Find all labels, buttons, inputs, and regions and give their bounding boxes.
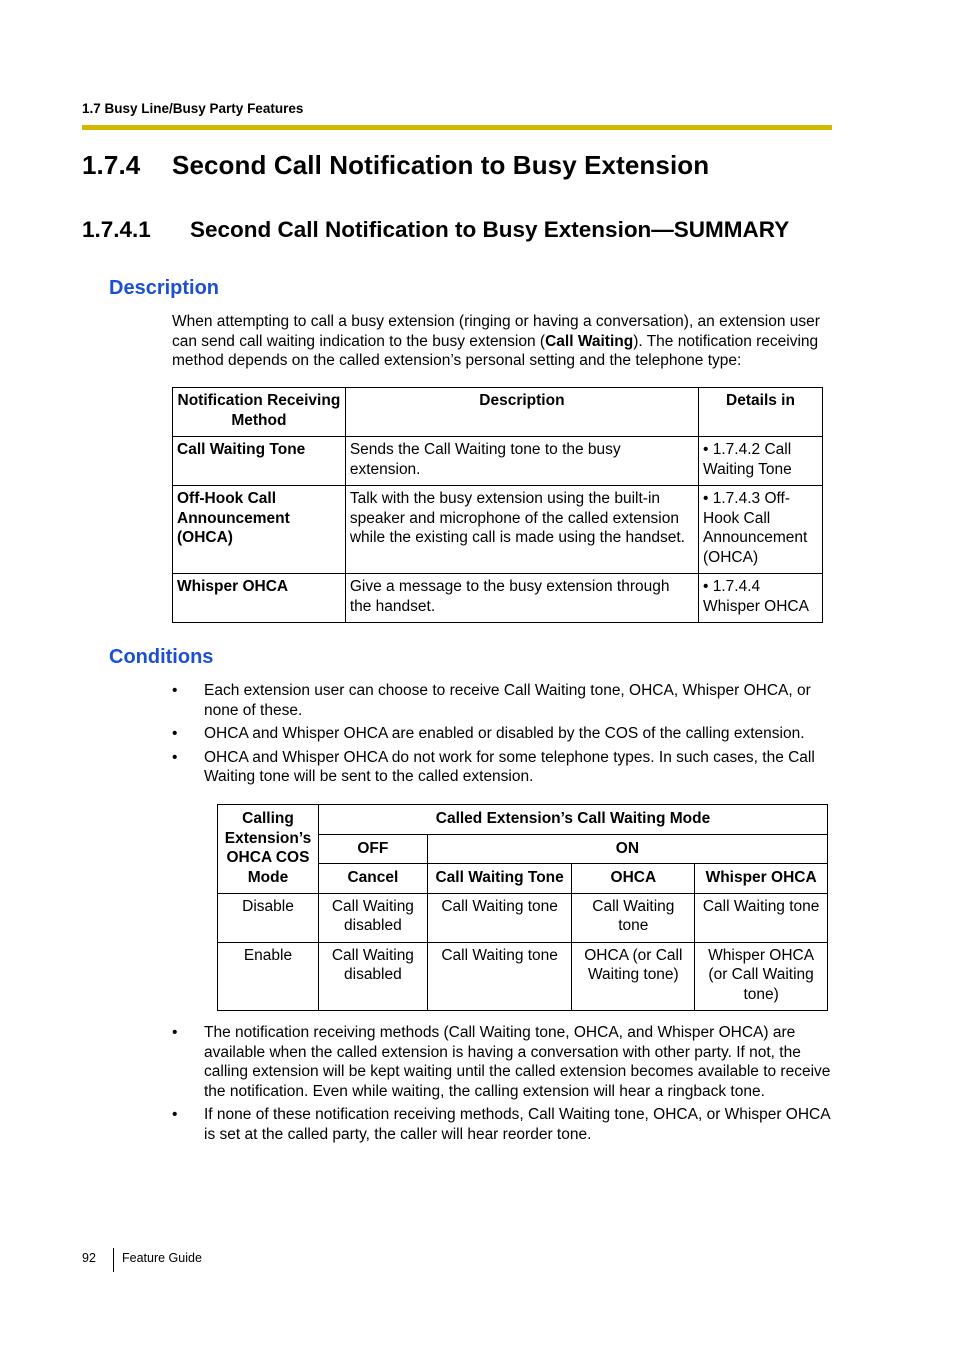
bullet: • xyxy=(172,1106,178,1123)
table-cell: Give a message to the busy extension through the handset. xyxy=(345,574,698,623)
description-paragraph xyxy=(172,312,834,371)
running-head: 1.7 Busy Line/Busy Party Features xyxy=(82,101,304,116)
bullet: • xyxy=(172,748,178,766)
intro-text: When attempting to call a busy extension (ringing or having a conversation), an extension user can send call waiting indication to the busy extension ( xyxy=(172,313,820,350)
table-cell: Call Waiting disabled xyxy=(318,942,427,1011)
description-heading: Description xyxy=(109,277,220,299)
table-cell-link[interactable]: • 1.7.4.2 Call Waiting Tone xyxy=(699,437,823,486)
list-item-text: The notification receiving methods (Call Waiting tone, OHCA, and Whisper OHCA) are available when the called extension is having a conversation with other party. If not, the calling extension will be kept waiting until the called extension becomes available to receive the notification. Even while waiting, the calling extension will hear a ringback tone. xyxy=(204,1024,831,1100)
table-cell: Talk with the busy extension using the built-in speaker and microphone of the called extension while the existing call is made using the handset. xyxy=(345,486,698,574)
page-number: 92 xyxy=(82,1251,96,1265)
bullet: • xyxy=(172,682,178,699)
column-header: Notification Receiving Method xyxy=(173,388,346,437)
footer-divider xyxy=(113,1248,114,1272)
corner-header: Calling Extension’s OHCA COS Mode xyxy=(218,805,319,894)
table-cell: Disable xyxy=(218,893,319,942)
table-cell-link[interactable]: • 1.7.4.3 Off-Hook Call Announcement (OHCA) xyxy=(699,486,823,574)
column-header: Call Waiting Tone xyxy=(427,864,572,894)
subsection-heading xyxy=(82,217,789,243)
table-cell: Whisper OHCA xyxy=(173,574,346,623)
list-item xyxy=(172,724,834,744)
section-title: Second Call Notification to Busy Extension xyxy=(172,150,710,180)
footer-title: Feature Guide xyxy=(122,1251,202,1265)
list-item xyxy=(172,1105,834,1144)
list-item xyxy=(172,748,834,787)
list-item-text: OHCA and Whisper OHCA are enabled or disabled by the COS of the calling extension. xyxy=(204,725,805,742)
table-header-row xyxy=(218,805,828,835)
table-cell: Call Waiting tone xyxy=(572,893,695,942)
group-header: Called Extension’s Call Waiting Mode xyxy=(318,805,827,835)
table-row xyxy=(173,574,823,623)
table-cell: Enable xyxy=(218,942,319,1011)
table-cell: OHCA (or Call Waiting tone) xyxy=(572,942,695,1011)
table-row xyxy=(173,486,823,574)
table-row xyxy=(173,437,823,486)
conditions-list xyxy=(172,681,834,791)
list-item-text: OHCA and Whisper OHCA do not work for some telephone types. In such cases, the Call Waiting tone will be sent to the called extension. xyxy=(204,748,815,785)
notification-method-table xyxy=(172,387,823,623)
list-item xyxy=(172,681,834,720)
table-cell: Call Waiting tone xyxy=(427,942,572,1011)
table-cell: Off-Hook Call Announcement (OHCA) xyxy=(173,486,346,574)
table-cell-link[interactable]: • 1.7.4.4 Whisper OHCA xyxy=(699,574,823,623)
intro-text-end: ). The notification receiving method depends on the called extension’s personal setting and the telephone type: xyxy=(172,332,819,369)
on-header: ON xyxy=(427,834,827,864)
column-header: OHCA xyxy=(572,864,695,894)
list-item xyxy=(172,1023,834,1101)
conditions-list-continued xyxy=(172,1023,834,1148)
bullet: • xyxy=(172,1024,178,1041)
column-header: Description xyxy=(345,388,698,437)
table-cell: Sends the Call Waiting tone to the busy extension. xyxy=(345,437,698,486)
section-heading xyxy=(82,150,709,181)
intro-bold: Call Waiting xyxy=(545,332,634,350)
table-cell: Call Waiting tone xyxy=(427,893,572,942)
off-header: OFF xyxy=(318,834,427,864)
table-cell: Whisper OHCA (or Call Waiting tone) xyxy=(695,942,828,1011)
section-number: 1.7.4 xyxy=(82,150,141,180)
cos-mode-table xyxy=(217,804,828,1011)
column-header: Whisper OHCA xyxy=(695,864,828,894)
table-cell: Call Waiting disabled xyxy=(318,893,427,942)
header-rule xyxy=(82,125,832,130)
column-header: Details in xyxy=(699,388,823,437)
list-item-text: Each extension user can choose to receive Call Waiting tone, OHCA, Whisper OHCA, or none of these. xyxy=(204,682,811,719)
table-row xyxy=(218,942,828,1011)
table-cell: Call Waiting tone xyxy=(695,893,828,942)
list-item-text: If none of these notification receiving methods, Call Waiting tone, OHCA, or Whisper OHCA is set at the called party, the caller will hear reorder tone. xyxy=(204,1106,830,1143)
conditions-heading: Conditions xyxy=(109,646,214,668)
subsection-title: Second Call Notification to Busy Extension—SUMMARY xyxy=(190,217,790,242)
table-row xyxy=(218,893,828,942)
table-header-row xyxy=(173,388,823,437)
bullet: • xyxy=(172,725,178,742)
table-cell: Call Waiting Tone xyxy=(173,437,346,486)
column-header: Cancel xyxy=(318,864,427,894)
subsection-number: 1.7.4.1 xyxy=(82,217,151,242)
